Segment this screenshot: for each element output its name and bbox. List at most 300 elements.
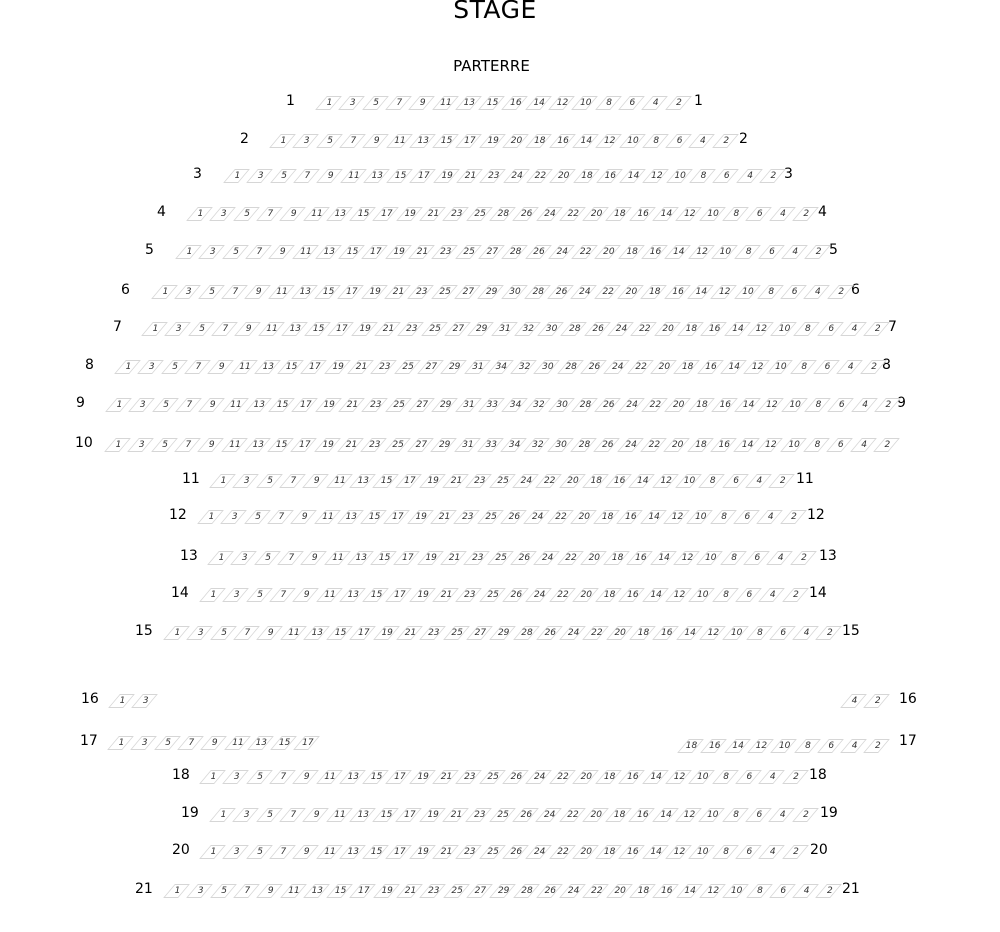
seat[interactable] (866, 322, 889, 337)
seat[interactable] (422, 626, 445, 641)
seat[interactable] (434, 398, 457, 413)
seat[interactable] (140, 360, 163, 375)
seat[interactable] (201, 245, 224, 260)
seat[interactable] (458, 588, 481, 603)
seat[interactable] (807, 245, 830, 260)
seat[interactable] (420, 551, 443, 566)
seat[interactable] (235, 808, 258, 823)
seat[interactable] (506, 169, 529, 184)
seat[interactable] (482, 169, 505, 184)
seat[interactable] (759, 510, 782, 525)
seat[interactable] (576, 169, 599, 184)
seat[interactable] (667, 285, 690, 300)
seat[interactable] (528, 845, 551, 860)
seat[interactable] (691, 845, 714, 860)
seat[interactable] (354, 322, 377, 337)
seat[interactable] (761, 845, 784, 860)
seat[interactable] (631, 808, 654, 823)
seat[interactable] (480, 285, 503, 300)
seat[interactable] (761, 245, 784, 260)
seat[interactable] (526, 438, 549, 453)
seat[interactable] (598, 134, 621, 149)
seat[interactable] (433, 438, 456, 453)
seat[interactable] (552, 588, 575, 603)
seat[interactable] (700, 360, 723, 375)
seat[interactable] (412, 770, 435, 785)
seat[interactable] (516, 884, 539, 899)
seat[interactable] (458, 134, 481, 149)
seat[interactable] (470, 322, 493, 337)
seat[interactable] (167, 322, 190, 337)
seat[interactable] (667, 398, 690, 413)
seat[interactable] (283, 626, 306, 641)
seat[interactable] (424, 322, 447, 337)
seat[interactable] (296, 736, 319, 751)
seat[interactable] (783, 510, 806, 525)
seat[interactable] (363, 438, 386, 453)
seat[interactable] (552, 845, 575, 860)
seat[interactable] (468, 808, 491, 823)
seat[interactable] (715, 169, 738, 184)
seat[interactable] (536, 360, 559, 375)
seat[interactable] (318, 398, 341, 413)
seat[interactable] (713, 285, 736, 300)
seat[interactable] (560, 360, 583, 375)
seat[interactable] (154, 438, 177, 453)
seat[interactable] (725, 474, 748, 489)
seat[interactable] (795, 207, 818, 222)
seat[interactable] (295, 245, 318, 260)
seat[interactable] (818, 626, 841, 641)
seat[interactable] (319, 588, 342, 603)
seat[interactable] (797, 739, 820, 754)
seat[interactable] (317, 510, 340, 525)
seat[interactable] (630, 360, 653, 375)
seat[interactable] (713, 510, 736, 525)
seat[interactable] (769, 360, 792, 375)
seat[interactable] (653, 551, 676, 566)
seat[interactable] (552, 134, 575, 149)
seat[interactable] (227, 736, 250, 751)
seat[interactable] (621, 588, 644, 603)
seat[interactable] (400, 322, 423, 337)
seat[interactable] (412, 588, 435, 603)
seat[interactable] (818, 884, 841, 899)
seat[interactable] (536, 551, 559, 566)
seat[interactable] (319, 770, 342, 785)
seat[interactable] (398, 474, 421, 489)
seat[interactable] (303, 551, 326, 566)
seat[interactable] (249, 770, 272, 785)
seat[interactable] (528, 588, 551, 603)
seat[interactable] (723, 551, 746, 566)
seat[interactable] (295, 134, 318, 149)
seat[interactable] (691, 134, 714, 149)
seat[interactable] (759, 438, 782, 453)
seat[interactable] (303, 360, 326, 375)
seat[interactable] (762, 169, 785, 184)
seat[interactable] (691, 588, 714, 603)
seat[interactable] (259, 808, 282, 823)
seat[interactable] (820, 322, 843, 337)
seat[interactable] (247, 510, 270, 525)
seat[interactable] (327, 360, 350, 375)
seat[interactable] (259, 884, 282, 899)
seat[interactable] (644, 96, 667, 111)
seat[interactable] (492, 626, 515, 641)
seat[interactable] (550, 510, 573, 525)
seat[interactable] (771, 474, 794, 489)
seat[interactable] (504, 96, 527, 111)
seat[interactable] (839, 360, 862, 375)
seat[interactable] (715, 770, 738, 785)
seat[interactable] (364, 285, 387, 300)
seat[interactable] (388, 770, 411, 785)
seat[interactable] (785, 770, 808, 785)
seat[interactable] (504, 285, 527, 300)
seat[interactable] (527, 398, 550, 413)
seat[interactable] (749, 626, 772, 641)
seat[interactable] (257, 551, 280, 566)
seat[interactable] (386, 510, 409, 525)
seat[interactable] (259, 626, 282, 641)
seat[interactable] (761, 588, 784, 603)
seat[interactable] (343, 169, 366, 184)
seat[interactable] (526, 510, 549, 525)
seat[interactable] (294, 398, 317, 413)
seat[interactable] (319, 169, 342, 184)
seat[interactable] (690, 438, 713, 453)
seat[interactable] (679, 884, 702, 899)
seat[interactable] (225, 245, 248, 260)
seat[interactable] (271, 245, 294, 260)
seat[interactable] (691, 398, 714, 413)
seat[interactable] (703, 322, 726, 337)
seat[interactable] (609, 626, 632, 641)
seat[interactable] (633, 322, 656, 337)
seat[interactable] (739, 169, 762, 184)
seat[interactable] (340, 285, 363, 300)
seat[interactable] (445, 207, 468, 222)
seat[interactable] (598, 96, 621, 111)
seat[interactable] (443, 360, 466, 375)
seat[interactable] (737, 245, 760, 260)
seat[interactable] (133, 736, 156, 751)
seat[interactable] (551, 398, 574, 413)
seat[interactable] (364, 398, 387, 413)
seat[interactable] (164, 360, 187, 375)
seat[interactable] (504, 245, 527, 260)
seat[interactable] (492, 808, 515, 823)
seat[interactable] (597, 285, 620, 300)
seat[interactable] (771, 808, 794, 823)
seat[interactable] (283, 884, 306, 899)
seat[interactable] (655, 474, 678, 489)
seat[interactable] (550, 438, 573, 453)
seat[interactable] (585, 626, 608, 641)
seat[interactable] (830, 398, 853, 413)
seat[interactable] (877, 398, 900, 413)
seat[interactable] (295, 588, 318, 603)
seat[interactable] (364, 245, 387, 260)
seat[interactable] (435, 96, 458, 111)
seat[interactable] (458, 770, 481, 785)
seat[interactable] (235, 474, 258, 489)
seat[interactable] (668, 96, 691, 111)
seat[interactable] (305, 808, 328, 823)
seat[interactable] (261, 322, 284, 337)
seat[interactable] (783, 438, 806, 453)
seat[interactable] (365, 96, 388, 111)
seat[interactable] (528, 134, 551, 149)
seat[interactable] (373, 360, 396, 375)
seat[interactable] (725, 808, 748, 823)
seat[interactable] (375, 207, 398, 222)
seat[interactable] (399, 207, 422, 222)
seat[interactable] (725, 626, 748, 641)
seat[interactable] (621, 845, 644, 860)
seat[interactable] (259, 474, 282, 489)
seat[interactable] (552, 770, 575, 785)
seat[interactable] (701, 808, 724, 823)
seat[interactable] (273, 169, 296, 184)
seat[interactable] (388, 845, 411, 860)
seat[interactable] (458, 398, 481, 413)
seat[interactable] (727, 739, 750, 754)
seat[interactable] (352, 626, 375, 641)
seat[interactable] (410, 510, 433, 525)
seat[interactable] (225, 398, 248, 413)
seat[interactable] (784, 398, 807, 413)
seat[interactable] (876, 438, 899, 453)
seat[interactable] (490, 551, 513, 566)
seat[interactable] (398, 808, 421, 823)
seat[interactable] (727, 322, 750, 337)
seat[interactable] (458, 245, 481, 260)
seat[interactable] (191, 322, 214, 337)
seat[interactable] (655, 808, 678, 823)
seat[interactable] (388, 245, 411, 260)
seat[interactable] (446, 626, 469, 641)
seat[interactable] (621, 770, 644, 785)
seat[interactable] (528, 245, 551, 260)
seat[interactable] (480, 510, 503, 525)
seat[interactable] (295, 845, 318, 860)
seat[interactable] (482, 845, 505, 860)
seat[interactable] (737, 285, 760, 300)
seat[interactable] (538, 808, 561, 823)
seat[interactable] (201, 285, 224, 300)
seat[interactable] (830, 285, 853, 300)
seat[interactable] (606, 360, 629, 375)
seat[interactable] (422, 474, 445, 489)
seat[interactable] (210, 360, 233, 375)
seat[interactable] (620, 438, 643, 453)
seat[interactable] (329, 474, 352, 489)
seat[interactable] (317, 438, 340, 453)
seat[interactable] (563, 322, 586, 337)
seat[interactable] (573, 285, 596, 300)
seat[interactable] (458, 845, 481, 860)
seat[interactable] (528, 96, 551, 111)
seat[interactable] (467, 360, 490, 375)
seat[interactable] (689, 510, 712, 525)
seat[interactable] (657, 322, 680, 337)
seat[interactable] (562, 474, 585, 489)
seat[interactable] (785, 845, 808, 860)
seat[interactable] (562, 808, 585, 823)
seat[interactable] (629, 551, 652, 566)
seat[interactable] (306, 207, 329, 222)
seat[interactable] (130, 438, 153, 453)
seat[interactable] (387, 438, 410, 453)
seat[interactable] (225, 845, 248, 860)
seat[interactable] (679, 626, 702, 641)
seat[interactable] (597, 398, 620, 413)
seat[interactable] (560, 551, 583, 566)
seat[interactable] (596, 438, 619, 453)
seat[interactable] (772, 207, 795, 222)
seat[interactable] (330, 322, 353, 337)
seat[interactable] (352, 884, 375, 899)
seat[interactable] (157, 736, 180, 751)
seat[interactable] (702, 207, 725, 222)
seat[interactable] (619, 510, 642, 525)
seat[interactable] (388, 398, 411, 413)
seat[interactable] (412, 169, 435, 184)
seat[interactable] (389, 134, 412, 149)
seat[interactable] (213, 626, 236, 641)
seat[interactable] (456, 510, 479, 525)
seat[interactable] (376, 626, 399, 641)
seat[interactable] (319, 134, 342, 149)
seat[interactable] (237, 322, 260, 337)
seat[interactable] (434, 245, 457, 260)
seat[interactable] (621, 398, 644, 413)
seat[interactable] (760, 398, 783, 413)
seat[interactable] (645, 845, 668, 860)
seat[interactable] (829, 438, 852, 453)
seat[interactable] (201, 398, 224, 413)
seat[interactable] (434, 285, 457, 300)
seat[interactable] (622, 134, 645, 149)
seat[interactable] (645, 770, 668, 785)
seat[interactable] (793, 551, 816, 566)
seat[interactable] (234, 360, 257, 375)
seat[interactable] (678, 207, 701, 222)
seat[interactable] (715, 134, 738, 149)
seat[interactable] (608, 207, 631, 222)
seat[interactable] (552, 169, 575, 184)
seat[interactable] (200, 438, 223, 453)
seat[interactable] (748, 207, 771, 222)
seat[interactable] (213, 884, 236, 899)
seat[interactable] (189, 626, 212, 641)
seat[interactable] (667, 245, 690, 260)
seat[interactable] (725, 884, 748, 899)
seat[interactable] (236, 207, 259, 222)
seat[interactable] (769, 551, 792, 566)
seat[interactable] (866, 739, 889, 754)
seat[interactable] (410, 285, 433, 300)
seat[interactable] (669, 169, 692, 184)
seat[interactable] (249, 845, 272, 860)
seat[interactable] (539, 207, 562, 222)
seat[interactable] (516, 626, 539, 641)
seat[interactable] (574, 96, 597, 111)
seat[interactable] (631, 474, 654, 489)
seat[interactable] (528, 770, 551, 785)
seat[interactable] (691, 245, 714, 260)
seat[interactable] (131, 398, 154, 413)
seat[interactable] (203, 736, 226, 751)
seat[interactable] (319, 845, 342, 860)
seat[interactable] (492, 884, 515, 899)
seat[interactable] (412, 845, 435, 860)
seat[interactable] (793, 360, 816, 375)
seat[interactable] (365, 134, 388, 149)
seat[interactable] (155, 398, 178, 413)
seat[interactable] (341, 96, 364, 111)
seat[interactable] (621, 245, 644, 260)
seat[interactable] (749, 884, 772, 899)
seat[interactable] (225, 588, 248, 603)
seat[interactable] (134, 694, 157, 709)
seat[interactable] (806, 285, 829, 300)
seat[interactable] (212, 207, 235, 222)
seat[interactable] (703, 739, 726, 754)
seat[interactable] (411, 96, 434, 111)
seat[interactable] (189, 884, 212, 899)
seat[interactable] (785, 588, 808, 603)
seat[interactable] (795, 808, 818, 823)
seat[interactable] (469, 207, 492, 222)
seat[interactable] (645, 169, 668, 184)
seat[interactable] (233, 551, 256, 566)
seat[interactable] (773, 739, 796, 754)
seat[interactable] (863, 360, 886, 375)
seat[interactable] (177, 285, 200, 300)
seat[interactable] (492, 474, 515, 489)
seat[interactable] (482, 588, 505, 603)
seat[interactable] (249, 169, 272, 184)
seat[interactable] (676, 360, 699, 375)
seat[interactable] (224, 438, 247, 453)
seat[interactable] (293, 438, 316, 453)
seat[interactable] (422, 808, 445, 823)
seat[interactable] (655, 884, 678, 899)
seat[interactable] (329, 808, 352, 823)
seat[interactable] (271, 285, 294, 300)
seat[interactable] (327, 551, 350, 566)
seat[interactable] (468, 474, 491, 489)
seat[interactable] (632, 207, 655, 222)
seat[interactable] (482, 134, 505, 149)
seat[interactable] (866, 694, 889, 709)
seat[interactable] (597, 245, 620, 260)
seat[interactable] (293, 510, 316, 525)
seat[interactable] (643, 285, 666, 300)
seat[interactable] (515, 207, 538, 222)
seat[interactable] (538, 474, 561, 489)
seat[interactable] (645, 588, 668, 603)
seat[interactable] (396, 551, 419, 566)
seat[interactable] (223, 510, 246, 525)
seat[interactable] (853, 438, 876, 453)
seat[interactable] (796, 322, 819, 337)
seat[interactable] (282, 207, 305, 222)
seat[interactable] (655, 626, 678, 641)
